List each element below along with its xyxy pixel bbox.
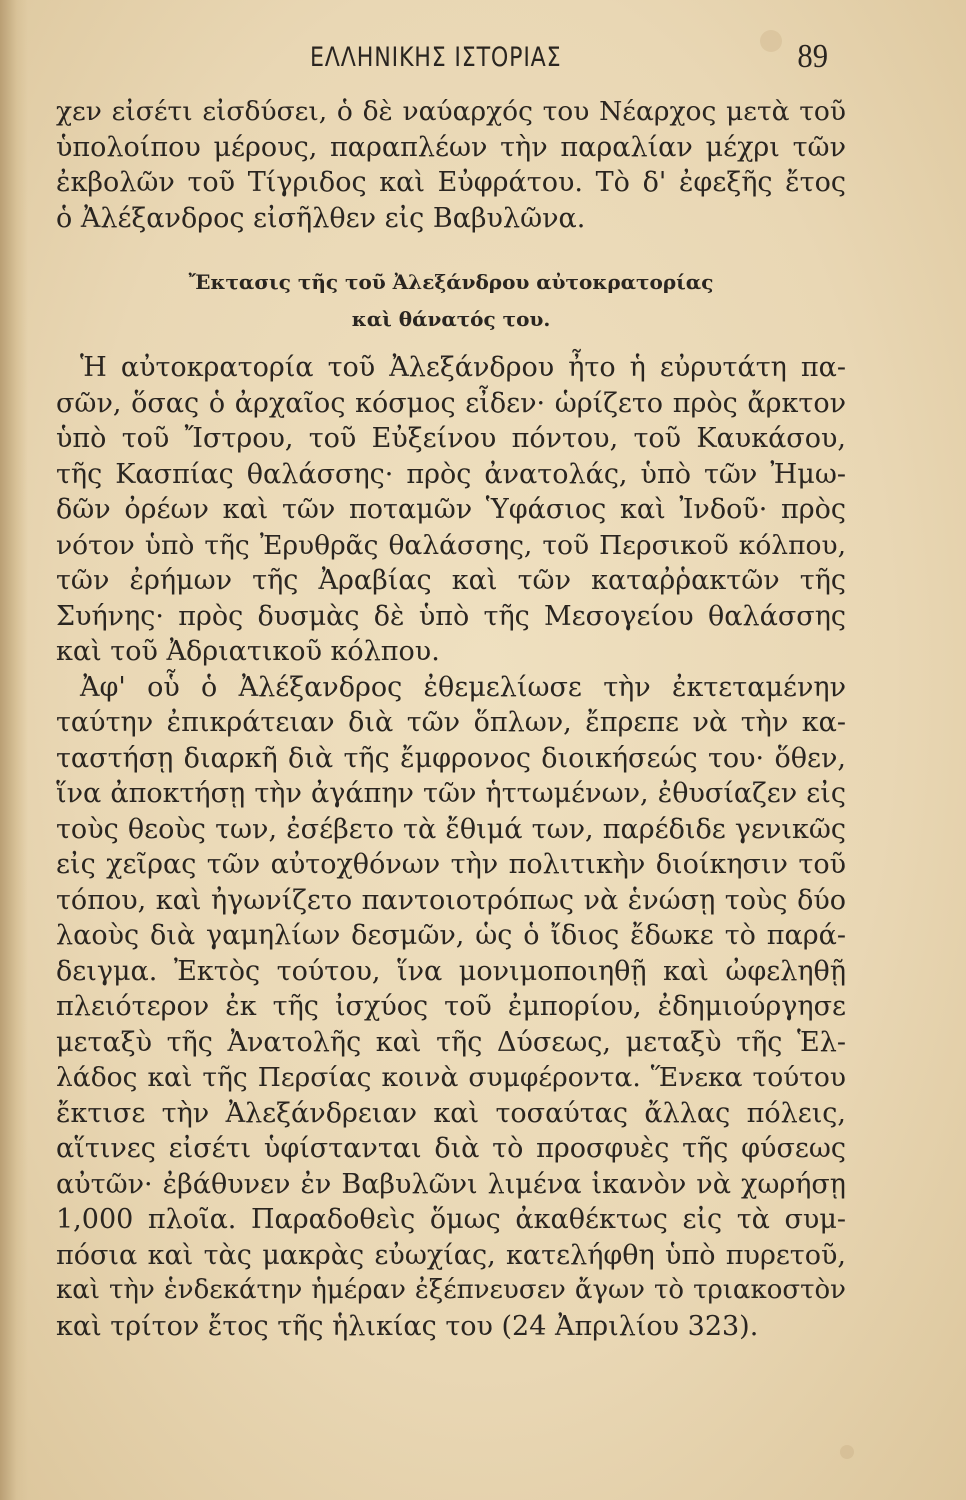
text-line: 1,000 πλοῖα. Παραδοθεὶς ὅμως ἀκαθέκτως εἰς τὰ συμ- xyxy=(56,1204,846,1235)
text-line: καὶ τρίτον ἔτος τῆς ἡλικίας του (24 Ἀπριλίου 323). xyxy=(56,1310,759,1342)
text-line: χεν εἰσέτι εἰσδύσει, ὁ δὲ ναύαρχός του Νέαρχος μετὰ τοῦ xyxy=(56,96,846,127)
text-line: καὶ τοῦ Ἀδριατικοῦ κόλπου. xyxy=(56,636,440,667)
section-heading-line-1: Ἔκτασις τῆς τοῦ Ἀλεξάνδρου αὐτοκρατορίας xyxy=(188,270,714,294)
text-line: ἵνα ἀποκτήσῃ τὴν ἀγάπην τῶν ἡττωμένων, ἐθυσίαζεν εἰς xyxy=(56,778,846,809)
section-heading-line-2: καὶ θάνατός του. xyxy=(351,307,551,331)
text-line: Συήνης· πρὸς δυσμὰς δὲ ὑπὸ τῆς Μεσογείου θαλάσσης xyxy=(56,600,846,632)
text-line: ὁ Ἀλέξανδρος εἰσῆλθεν εἰς Βαβυλῶνα. xyxy=(56,202,586,234)
text-line: ἐκβολῶν τοῦ Τίγριδος καὶ Εὐφράτου. Τὸ δ' ἐφεξῆς ἔτος xyxy=(56,167,846,198)
text-line: λάδος καὶ τῆς Περσίας κοινὰ συμφέροντα. Ἕνεκα τούτου xyxy=(56,1062,846,1093)
text-line: ταύτην ἐπικράτειαν διὰ τῶν ὅπλων, ἔπρεπε νὰ τὴν κα- xyxy=(56,707,846,738)
text-line: ἔκτισε τὴν Ἀλεξάνδρειαν καὶ τοσαύτας ἄλλας πόλεις, xyxy=(56,1097,846,1129)
paper-foxing-spot xyxy=(840,1445,854,1459)
text-line: Ἡ αὐτοκρατορία τοῦ Ἀλεξάνδρου ἦτο ἡ εὐρυτάτη πα- xyxy=(80,352,846,383)
text-line: σῶν, ὅσας ὁ ἀρχαῖος κόσμος εἶδεν· ὡρίζετο πρὸς ἄρκτον xyxy=(56,387,846,419)
body-text xyxy=(56,350,846,1344)
text-line: ταστήσῃ διαρκῆ διὰ τῆς ἔμφρονος διοικήσεώς του· ὅθεν, xyxy=(56,742,846,774)
binding-gutter xyxy=(0,0,28,1500)
text-line: πόσια καὶ τὰς μακρὰς εὐωχίας, κατελήφθη ὑπὸ πυρετοῦ, xyxy=(56,1239,846,1271)
text-line: τόπου, καὶ ἠγωνίζετο παντοιοτρόπως νὰ ἑνώσῃ τοὺς δύο xyxy=(56,884,846,916)
text-line: νότον ὑπὸ τῆς Ἐρυθρᾶς θαλάσσης, τοῦ Περσικοῦ κόλπου, xyxy=(56,529,846,561)
text-line: καὶ τὴν ἑνδεκάτην ἡμέραν ἐξέπνευσεν ἄγων τὸ τριακοστὸν xyxy=(56,1275,846,1305)
text-line: δειγμα. Ἐκτὸς τούτου, ἵνα μονιμοποιηθῇ καὶ ὠφεληθῇ xyxy=(56,955,846,987)
text-line: τῶν ἐρήμων τῆς Ἀραβίας καὶ τῶν καταῤῥακτῶν τῆς xyxy=(56,565,846,596)
running-title: ΕΛΛΗΝΙΚΗΣ ΙΣΤΟΡΙΑΣ xyxy=(310,42,562,73)
running-head xyxy=(60,38,840,82)
text-line: λαοὺς διὰ γαμηλίων δεσμῶν, ὡς ὁ ἴδιος ἔδωκε τὸ παρά- xyxy=(56,920,846,951)
text-line: τοὺς θεοὺς των, ἐσέβετο τὰ ἔθιμά των, παρέδιδε γενικῶς xyxy=(56,813,846,845)
text-line: τῆς Κασπίας θαλάσσης· πρὸς ἀνατολάς, ὑπὸ τῶν Ἠμω- xyxy=(56,458,846,490)
page-number: 89 xyxy=(797,38,828,75)
text-line: αἵτινες εἰσέτι ὑφίστανται διὰ τὸ προσφυὲς τῆς φύσεως xyxy=(56,1133,846,1164)
text-line: Ἀφ' οὗ ὁ Ἀλέξανδρος ἐθεμελίωσε τὴν ἐκτεταμένην xyxy=(80,671,846,703)
paragraph-continued xyxy=(56,94,846,236)
text-line: ὑπολοίπου μέρους, παραπλέων τὴν παραλίαν μέχρι τῶν xyxy=(56,131,846,163)
text-line: πλειότερον ἐκ τῆς ἰσχύος τοῦ ἐμπορίου, ἐδημιούργησε xyxy=(56,991,846,1022)
text-line: αὐτῶν· ἐβάθυνεν ἐν Βαβυλῶνι λιμένα ἱκανὸν νὰ χωρήσῃ xyxy=(56,1168,846,1200)
text-line: μεταξὺ τῆς Ἀνατολῆς καὶ τῆς Δύσεως, μεταξὺ τῆς Ἑλ- xyxy=(56,1026,846,1058)
text-line: εἰς χεῖρας τῶν αὐτοχθόνων τὴν πολιτικὴν διοίκησιν τοῦ xyxy=(56,849,846,880)
text-line: ὑπὸ τοῦ Ἴστρου, τοῦ Εὐξείνου πόντου, τοῦ Καυκάσου, xyxy=(56,423,846,454)
text-line: δῶν ὀρέων καὶ τῶν ποταμῶν Ὑφάσιος καὶ Ἰνδοῦ· πρὸς xyxy=(56,494,846,525)
